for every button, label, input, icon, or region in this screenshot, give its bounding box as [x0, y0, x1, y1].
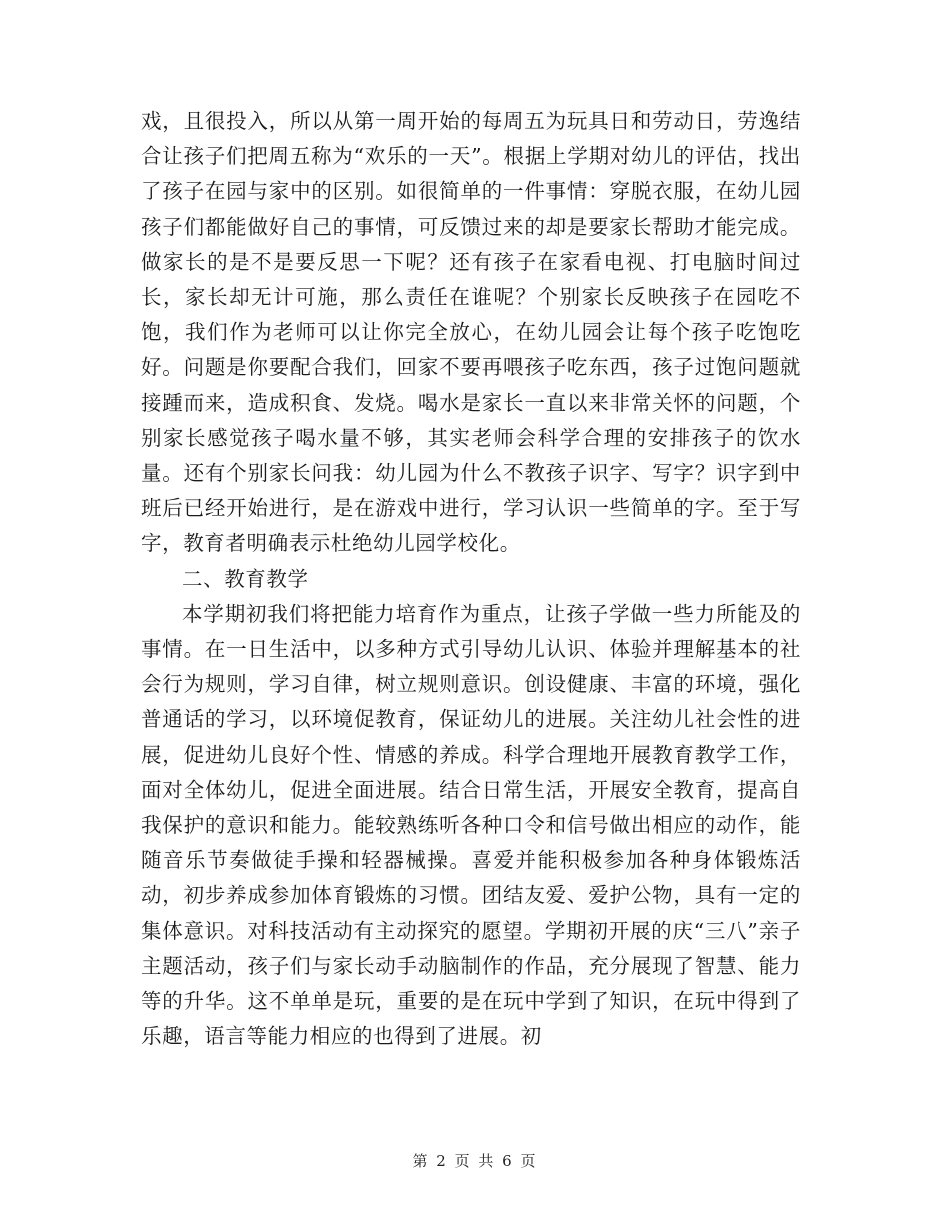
page-footer: 第 2 页 共 6 页 — [412, 1152, 538, 1170]
paragraph-teaching: 本学期初我们将把能力培育作为重点，让孩子学做一些力所能及的事情。在一日生活中，以多种方式引导幼儿认识、体验并理解基本的社会行为规则，学习自律，树立规则意识。创设健康、丰富的环境，强化普通话的学习，以环境促教育，保证幼儿的进展。关注幼儿社会性的进展，促进幼儿良好个性、情感的养成。科学合理地开展教育教学工作，面对全体幼儿，促进全面进展。结合日常生活，开展安全教育，提高自我保护的意识和能力。能较熟练听各种口令和信号做出相应的动作，能随音乐节奏做徒手操和轻器械操。喜爱并能积极参加各种身体锻炼活动，初步养成参加体育锻炼的习惯。团结友爱、爱护公物，具有一定的集体意识。对科技活动有主动探究的愿望。学期初开展的庆“三八”亲子主题活动，孩子们与家长动手动脑制作的作品，充分展现了智慧、能力等的升华。这不单单是玩，重要的是在玩中学到了知识，在玩中得到了乐趣，语言等能力相应的也得到了进展。初 — [141, 601, 801, 1049]
section-heading: 二、教育教学 — [182, 566, 309, 591]
paragraph-continuation: 戏，且很投入，所以从第一周开始的每周五为玩具日和劳动日，劳逸结合让孩子们把周五称为“欢乐的一天”。根据上学期对幼儿的评估，找出了孩子在园与家中的区别。如很简单的一件事情：穿脱衣服，在幼儿园孩子们都能做好自己的事情，可反馈过来的却是要家长帮助才能完成。做家长的是不是要反思一下呢？还有孩子在家看电视、打电脑时间过长，家长却无计可施，那么责任在谁呢？个别家长反映孩子在园吃不饱，我们作为老师可以让你完全放心，在幼儿园会让每个孩子吃饱吃好。问题是你要配合我们，回家不要再喂孩子吃东西，孩子过饱问题就接踵而来，造成积食、发烧。喝水是家长一直以来非常关怀的问题，个别家长感觉孩子喝水量不够，其实老师会科学合理的安排孩子的饮水量。还有个别家长问我：幼儿园为什么不教孩子识字、写字？识字到中班后已经开始进行，是在游戏中进行，学习认识一些简单的字。至于写字，教育者明确表示杜绝幼儿园学校化。 — [141, 109, 801, 556]
body-text — [141, 104, 801, 1054]
